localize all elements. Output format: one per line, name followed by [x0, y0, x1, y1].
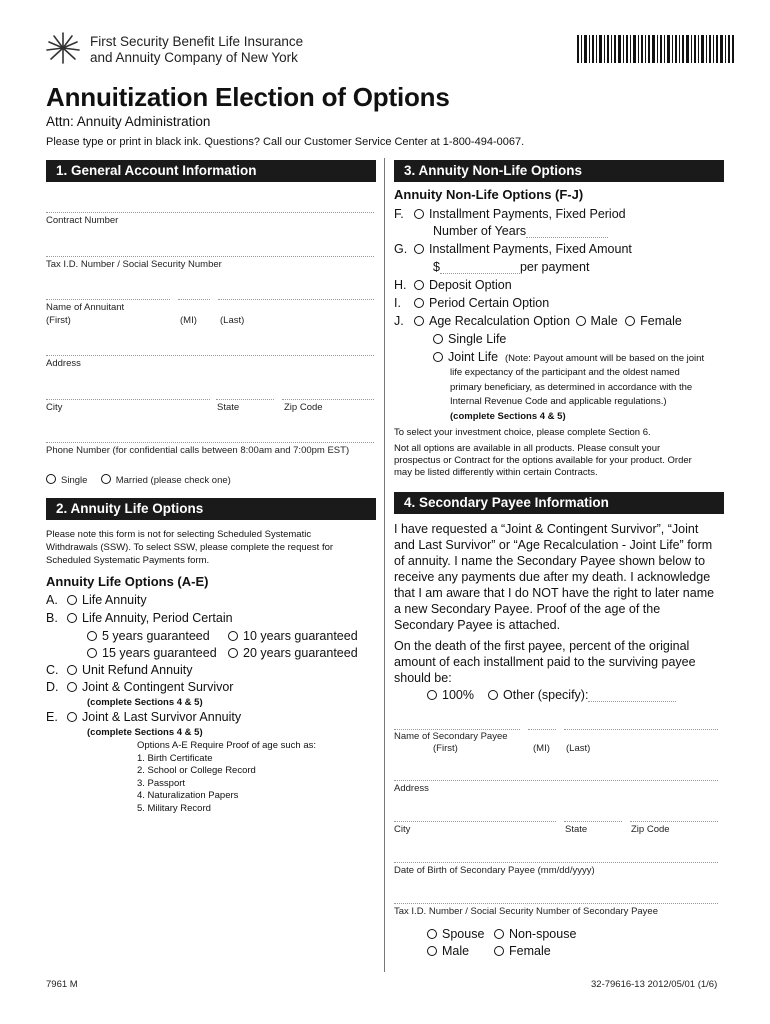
attn-line: Attn: Annuity Administration [46, 114, 211, 129]
option-c-letter: C. [46, 663, 59, 677]
option-i-letter: I. [394, 296, 401, 310]
proof-of-age-list [137, 740, 316, 815]
payee-last-label: (Last) [566, 743, 591, 754]
section4-heading: 4. Secondary Payee Information [394, 492, 724, 514]
zip-label: Zip Code [284, 402, 323, 413]
annuitant-last-label: (Last) [220, 315, 245, 326]
j-male-label: Male [590, 314, 618, 328]
proof-heading: Options A-E Require Proof of age such as: [137, 740, 317, 751]
j-joint-life-label: Joint Life [448, 350, 499, 364]
contract-number-label: Contract Number [46, 215, 119, 226]
section1-heading: 1. General Account Information [46, 160, 376, 182]
annuitant-first-label: (First) [46, 315, 71, 326]
payee-male [427, 944, 469, 958]
payee-first-field[interactable] [394, 729, 520, 730]
annuitant-mi-field[interactable] [178, 299, 210, 300]
statement-line: amount of each installment paid to the surviving payee [394, 655, 696, 669]
option-b-label: Life Annuity, Period Certain [82, 611, 233, 625]
ssw-note [46, 528, 333, 567]
state-field[interactable] [216, 399, 274, 400]
option-b-5 [87, 629, 210, 643]
city-label: City [46, 402, 63, 413]
option-d-radio[interactable] [67, 682, 77, 692]
marital-status-row [46, 474, 231, 486]
payment-amount-field[interactable] [440, 261, 520, 274]
option-c-radio[interactable] [67, 665, 77, 675]
option-e-radio[interactable] [67, 712, 77, 722]
j-female-label: Female [640, 314, 682, 328]
payee-dob-field[interactable] [394, 862, 718, 863]
option-a [67, 593, 147, 607]
state-label: State [217, 402, 240, 413]
percent-other-radio[interactable] [488, 690, 498, 700]
statement-line: that I am aware that I do NOT have the right to later name [394, 586, 715, 600]
percent-other-label: Other (specify): [503, 688, 589, 702]
nonspouse-radio[interactable] [494, 929, 504, 939]
payee-address-label: Address [394, 783, 429, 794]
option-e-label: Joint & Last Survivor Annuity [82, 710, 242, 724]
joint-life-note-line: life expectancy of the participant and the oldest named [450, 367, 680, 378]
payee-state-label: State [565, 824, 588, 835]
b-20-years-radio[interactable] [228, 648, 238, 658]
company-logo-icon [44, 30, 82, 66]
column-divider [384, 158, 385, 972]
married-label: Married (please check one) [115, 475, 231, 486]
payee-spouse [427, 927, 484, 941]
city-field[interactable] [46, 399, 210, 400]
option-j-label: Age Recalculation Option [429, 314, 571, 328]
payee-male-label: Male [442, 944, 470, 958]
option-e [67, 710, 241, 724]
percent-100 [427, 688, 474, 702]
payee-zip-field[interactable] [630, 821, 718, 822]
statement-line: a new Secondary Payee. Proof of the age of the [394, 602, 661, 616]
option-i-radio[interactable] [414, 298, 424, 308]
proof-item: 5. Military Record [137, 802, 211, 814]
option-d-label: Joint & Contingent Survivor [82, 680, 234, 694]
option-g-letter: G. [394, 242, 408, 256]
payee-tax-id-label: Tax I.D. Number / Social Security Number of Secondary Payee [394, 906, 659, 917]
option-c [67, 663, 193, 677]
option-d [67, 680, 233, 694]
option-j [414, 314, 682, 328]
annuitant-name-label: Name of Annuitant [46, 302, 125, 313]
form-code: 7961 M [46, 979, 78, 990]
per-payment-label: per payment [519, 260, 590, 274]
married-radio[interactable] [101, 474, 111, 484]
payee-address-field[interactable] [394, 780, 718, 781]
option-f-letter: F. [394, 207, 404, 221]
joint-life-note-line: Internal Revenue Code and applicable regulations.) [450, 396, 667, 407]
nonlife-options-subheading: Annuity Non-Life Options (F-J) [394, 187, 584, 202]
availability-note-line: may be listed differently within certain Contracts. [394, 467, 598, 478]
annuitant-last-field[interactable] [218, 299, 374, 300]
option-j-radio[interactable] [414, 316, 424, 326]
tax-id-label: Tax I.D. Number / Social Security Number [46, 259, 222, 270]
option-h-label: Deposit Option [429, 278, 512, 292]
instructions: Please type or print in black ink. Questions? Call our Customer Service Center at 1-800-494-0067. [46, 136, 525, 148]
single-label: Single [61, 475, 88, 486]
company-name-line1: First Security Benefit Life Insurance [90, 34, 304, 49]
payee-female-radio[interactable] [494, 946, 504, 956]
payee-zip-label: Zip Code [631, 824, 670, 835]
option-g [414, 242, 632, 256]
investment-choice-note: To select your investment choice, please complete Section 6. [394, 427, 651, 438]
company-name-line2: and Annuity Company of New York [90, 50, 298, 65]
ssw-note-line: Withdrawals (SSW). To select SSW, please complete the request for [46, 542, 334, 553]
availability-note [394, 443, 692, 479]
payee-first-label: (First) [433, 743, 458, 754]
payee-city-field[interactable] [394, 821, 556, 822]
j-joint-life-radio[interactable] [433, 352, 443, 362]
phone-label: Phone Number (for confidential calls between 8:00am and 7:00pm EST) [46, 445, 350, 456]
secondary-payee-statement [394, 521, 714, 633]
address-label: Address [46, 358, 81, 369]
option-g-label: Installment Payments, Fixed Amount [429, 242, 632, 256]
single-radio[interactable] [46, 474, 56, 484]
option-b [67, 611, 233, 625]
proof-item: 1. Birth Certificate [137, 752, 213, 764]
statement-line: On the death of the first payee, percent of the original [394, 639, 690, 653]
phone-field[interactable] [46, 442, 374, 443]
zip-field[interactable] [282, 399, 374, 400]
option-d-note: (complete Sections 4 & 5) [87, 697, 203, 708]
option-a-radio[interactable] [67, 595, 77, 605]
option-f-years [433, 224, 608, 238]
statement-line: receive any payments due after my death. I acknowledge [394, 570, 711, 584]
payee-name-label: Name of Secondary Payee [394, 731, 508, 742]
b-15-years-label: 15 years guaranteed [102, 646, 217, 660]
option-a-label: Life Annuity [82, 593, 147, 607]
option-c-label: Unit Refund Annuity [82, 663, 193, 677]
spouse-radio[interactable] [427, 929, 437, 939]
percent-100-radio[interactable] [427, 690, 437, 700]
percent-100-label: 100% [442, 688, 474, 702]
payee-city-label: City [394, 824, 411, 835]
j-single-life-radio[interactable] [433, 334, 443, 344]
availability-note-line: Not all options are available in all products. Please consult your [394, 443, 661, 454]
proof-item: 4. Naturalization Papers [137, 790, 239, 801]
b-20-years-label: 20 years guaranteed [243, 646, 358, 660]
option-i [414, 296, 549, 310]
payee-nonspouse [494, 927, 576, 941]
number-of-years-field[interactable] [526, 225, 608, 238]
statement-line: I have requested a “Joint & Contingent Survivor”, “Joint [394, 522, 699, 536]
j-female-radio[interactable] [625, 316, 635, 326]
availability-note-line: prospectus or Contract for the options available for your product. Order [394, 455, 692, 466]
joint-life-note [450, 366, 692, 424]
statement-line: should be: [394, 671, 452, 685]
statement-line: Secondary Payee is attached. [394, 618, 561, 632]
j-single-life [433, 332, 506, 346]
b-5-years-radio[interactable] [87, 631, 97, 641]
ssw-note-line: Please note this form is not for selecting Scheduled Systematic [46, 529, 312, 540]
option-f-radio[interactable] [414, 209, 424, 219]
option-f [414, 207, 626, 221]
section3-heading: 3. Annuity Non-Life Options [394, 160, 724, 182]
statement-line: of annuity. I name the Secondary Payee shown below to [394, 554, 706, 568]
b-10-years-radio[interactable] [228, 631, 238, 641]
j-single-life-label: Single Life [448, 332, 507, 346]
option-d-letter: D. [46, 680, 59, 694]
dollar-sign: $ [433, 260, 440, 274]
option-h-letter: H. [394, 278, 407, 292]
nonspouse-label: Non-spouse [509, 927, 577, 941]
payee-mi-field[interactable] [528, 729, 556, 730]
b-5-years-label: 5 years guaranteed [102, 629, 210, 643]
option-b-10 [228, 629, 358, 643]
proof-item: 3. Passport [137, 777, 186, 789]
option-f-label: Installment Payments, Fixed Period [429, 207, 626, 221]
option-b-20 [228, 646, 358, 660]
option-b-radio[interactable] [67, 613, 77, 623]
option-g-amount [433, 260, 589, 274]
barcode [577, 35, 735, 63]
surviving-payee-statement [394, 638, 696, 686]
option-e-note: (complete Sections 4 & 5) [87, 727, 203, 738]
contract-number-field[interactable] [46, 212, 374, 213]
j-joint-life [433, 350, 498, 364]
page-title: Annuitization Election of Options [46, 82, 450, 112]
annuitant-first-field[interactable] [46, 299, 170, 300]
statement-line: and Last Survivor” or “Age Recalculation - Joint Life” form [394, 538, 713, 552]
annuitant-mi-label: (MI) [180, 315, 197, 326]
payee-male-radio[interactable] [427, 946, 437, 956]
option-a-letter: A. [46, 593, 58, 607]
spouse-label: Spouse [442, 927, 485, 941]
payee-tax-id-field[interactable] [394, 903, 718, 904]
option-b-15 [87, 646, 217, 660]
payee-dob-label: Date of Birth of Secondary Payee (mm/dd/yyyy) [394, 865, 595, 876]
payee-last-field[interactable] [564, 729, 718, 730]
address-field[interactable] [46, 355, 374, 356]
joint-life-note-line: primary beneficiary, as determined in accordance with the [450, 381, 693, 393]
form-id: 32-79616-13 2012/05/01 (1/6) [591, 979, 718, 990]
option-i-label: Period Certain Option [429, 296, 550, 310]
payee-female-label: Female [509, 944, 551, 958]
option-h-radio[interactable] [414, 280, 424, 290]
life-options-subheading: Annuity Life Options (A-E) [46, 574, 209, 589]
option-j-letter: J. [394, 314, 404, 328]
option-e-letter: E. [46, 710, 58, 724]
ssw-note-line: Scheduled Systematic Payments form. [46, 555, 210, 566]
option-g-radio[interactable] [414, 244, 424, 254]
number-of-years-label: Number of Years [433, 224, 527, 238]
section2-heading: 2. Annuity Life Options [46, 498, 376, 520]
other-specify-field[interactable] [588, 689, 676, 702]
option-h [414, 278, 512, 292]
j-complete-note: (complete Sections 4 & 5) [450, 410, 566, 422]
option-b-letter: B. [46, 611, 58, 625]
payee-female [494, 944, 551, 958]
tax-id-field[interactable] [46, 256, 374, 257]
b-15-years-radio[interactable] [87, 648, 97, 658]
proof-item: 2. School or College Record [137, 765, 256, 776]
b-10-years-label: 10 years guaranteed [243, 629, 358, 643]
percent-other [488, 688, 676, 702]
payee-state-field[interactable] [564, 821, 622, 822]
j-male-radio[interactable] [576, 316, 586, 326]
joint-life-note-line1: (Note: Payout amount will be based on the joint [505, 353, 705, 364]
payee-mi-label: (MI) [533, 743, 550, 754]
